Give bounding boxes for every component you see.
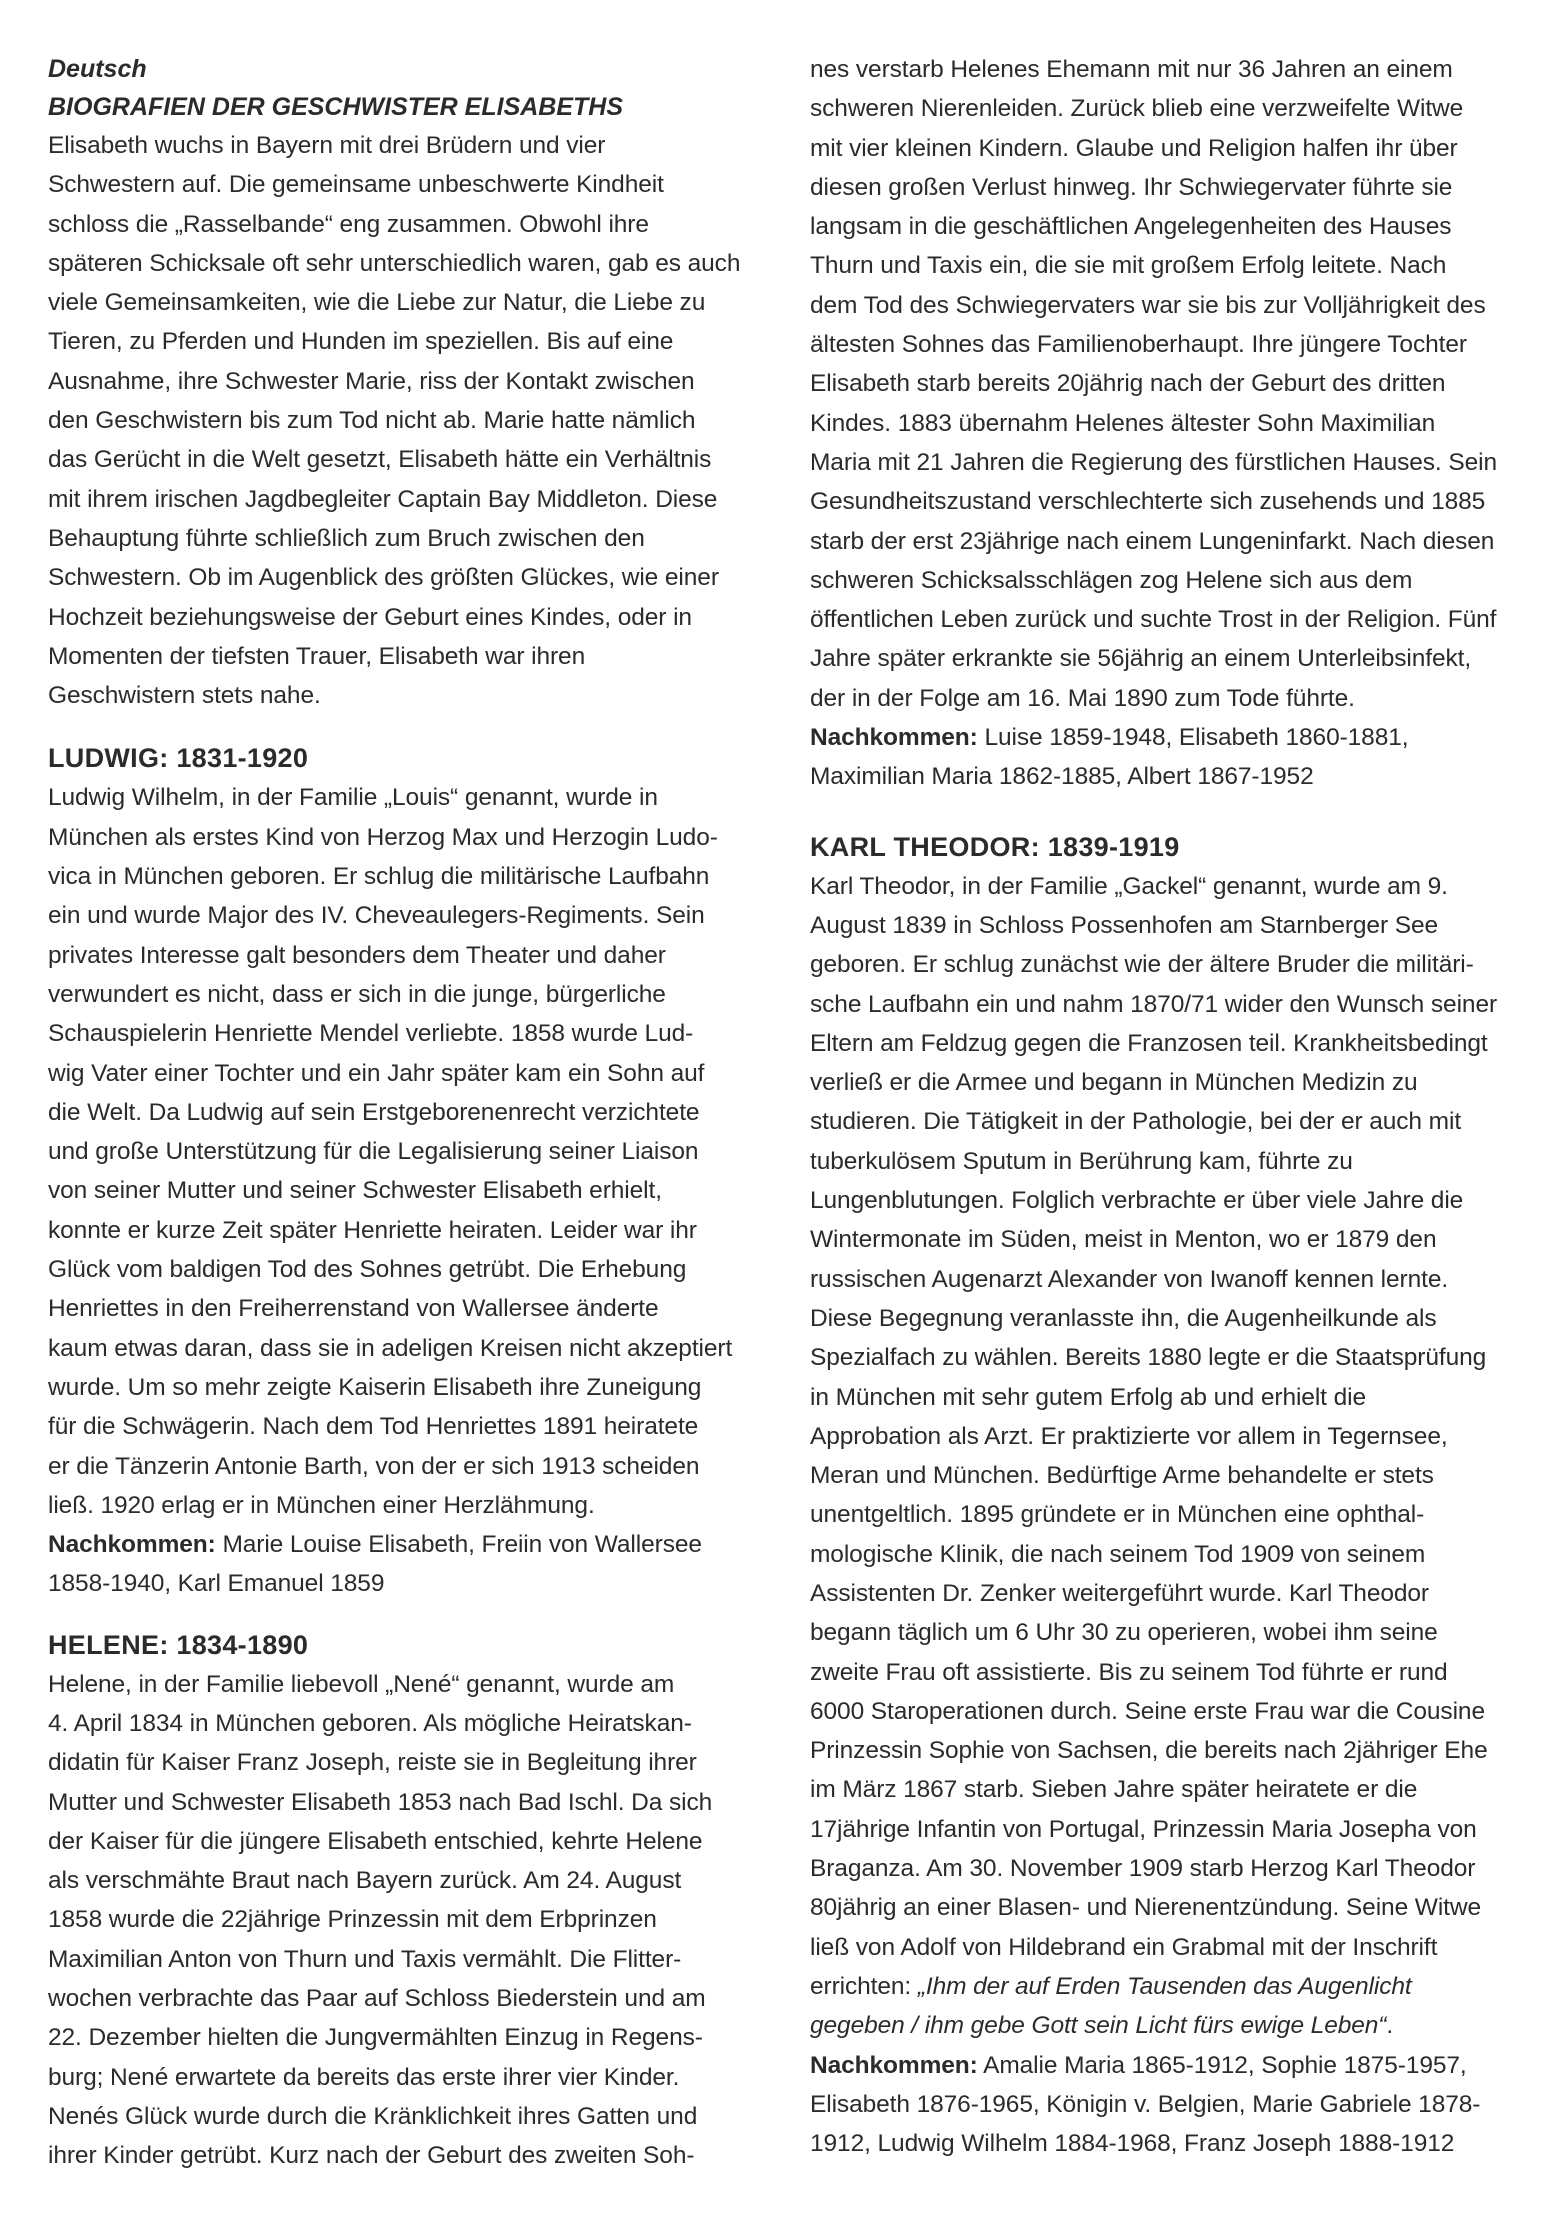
text-line: burg; Nené erwartete da bereits das erste ihrer vier Kinder. bbox=[48, 2063, 680, 2091]
text-line: mit ihrem irischen Jagdbegleiter Captain Bay Middleton. Diese bbox=[48, 485, 718, 513]
text-line: Schwestern auf. Die gemeinsame unbeschwerte Kindheit bbox=[48, 171, 664, 199]
text-line: studieren. Die Tätigkeit in der Pathologie, bei der er auch mit bbox=[810, 1108, 1462, 1136]
section-ludwig bbox=[48, 738, 770, 1603]
text-line: Gesundheitszustand verschlechterte sich zusehends und 1885 bbox=[810, 488, 1486, 516]
text-line: ihrer Kinder getrübt. Kurz nach der Geburt des zweiten Soh- bbox=[48, 2142, 695, 2170]
text-line: Spezialfach zu wählen. Bereits 1880 legte er die Staatsprüfung bbox=[810, 1344, 1487, 1372]
text-line: wurde. Um so mehr zeigte Kaiserin Elisabeth ihre Zuneigung bbox=[48, 1373, 702, 1401]
text-line: 22. Dezember hielten die Jungvermählten Einzug in Regens- bbox=[48, 2024, 703, 2052]
text-line: August 1839 in Schloss Possenhofen am Starnberger See bbox=[810, 911, 1439, 939]
text-line: Elisabeth starb bereits 20jährig nach der Geburt des dritten bbox=[810, 370, 1446, 398]
text-line: ein und wurde Major des IV. Cheveaulegers-Regiments. Sein bbox=[48, 902, 705, 930]
text-line: Geschwistern stets nahe. bbox=[48, 682, 321, 710]
text-line: Prinzessin Sophie von Sachsen, die bereits nach 2jähriger Ehe bbox=[810, 1737, 1488, 1765]
text-line: Maria mit 21 Jahren die Regierung des fürstlichen Hauses. Sein bbox=[810, 448, 1497, 476]
descendants-label: Nachkommen: bbox=[810, 724, 978, 752]
text-line: Braganza. Am 30. November 1909 starb Herzog Karl Theodor bbox=[810, 1855, 1476, 1883]
text-line: für die Schwägerin. Nach dem Tod Henriettes 1891 heiratete bbox=[48, 1413, 699, 1441]
inscription-quote: „Ihm der auf Erden Tausenden das Augenlicht bbox=[917, 1972, 1412, 2000]
text-line: 4. April 1834 in München geboren. Als mögliche Heiratskan- bbox=[48, 1709, 692, 1737]
text-line: den Geschwistern bis zum Tod nicht ab. Marie hatte nämlich bbox=[48, 407, 696, 435]
descendants-line bbox=[810, 718, 1510, 757]
inscription-prefix: errichten: bbox=[810, 1972, 918, 2000]
text-line: russischen Augenarzt Alexander von Iwanoff kennen lernte. bbox=[810, 1265, 1449, 1293]
text-line: kaum etwas daran, dass sie in adeligen Kreisen nicht akzeptiert bbox=[48, 1334, 733, 1362]
text-line: Assistenten Dr. Zenker weitergeführt wurde. Karl Theodor bbox=[810, 1579, 1429, 1607]
descendants-label: Nachkommen: bbox=[48, 1531, 216, 1559]
text-line: wig Vater einer Tochter und ein Jahr später kam ein Sohn auf bbox=[48, 1059, 705, 1087]
text-line: Eltern am Feldzug gegen die Franzosen teil. Krankheitsbedingt bbox=[810, 1029, 1488, 1057]
text-line: zweite Frau oft assistierte. Bis zu seinem Tod führte er rund bbox=[810, 1658, 1448, 1686]
text-line: viele Gemeinsamkeiten, wie die Liebe zur Natur, die Liebe zu bbox=[48, 289, 706, 317]
inscription-line bbox=[810, 1967, 1510, 2006]
text-line: nes verstarb Helenes Ehemann mit nur 36 Jahren an einem bbox=[810, 56, 1453, 83]
text-line: unentgeltlich. 1895 gründete er in München eine ophthal- bbox=[810, 1501, 1425, 1529]
text-line: Glück vom baldigen Tod des Sohnes getrübt. Die Erhebung bbox=[48, 1256, 687, 1284]
text-line: Ausnahme, ihre Schwester Marie, riss der Kontakt zwischen bbox=[48, 367, 695, 395]
text-line: begann täglich um 6 Uhr 30 zu operieren, wobei ihm seine bbox=[810, 1619, 1438, 1647]
text-line: 6000 Staroperationen durch. Seine erste Frau war die Cousine bbox=[810, 1697, 1485, 1725]
text-line: Schwestern. Ob im Augenblick des größten Glückes, wie einer bbox=[48, 564, 719, 592]
text-line: didatin für Kaiser Franz Joseph, reiste sie in Begleitung ihrer bbox=[48, 1749, 697, 1777]
text-line: Lungenblutungen. Folglich verbrachte er über viele Jahre die bbox=[810, 1187, 1464, 1215]
left-column bbox=[48, 50, 770, 2176]
text-line: und große Unterstützung für die Legalisierung seiner Liaison bbox=[48, 1138, 699, 1166]
text-line: schweren Nierenleiden. Zurück blieb eine verzweifelte Witwe bbox=[810, 95, 1464, 123]
descendants-line: Maximilian Maria 1862-1885, Albert 1867-1952 bbox=[810, 763, 1314, 791]
text-line: München als erstes Kind von Herzog Max und Herzogin Ludo- bbox=[48, 823, 718, 851]
text-line: mologische Klinik, die nach seinem Tod 1909 von seinem bbox=[810, 1540, 1426, 1568]
text-line: ließ. 1920 erlag er in München einer Herzlähmung. bbox=[48, 1491, 595, 1519]
text-line: von seiner Mutter und seiner Schwester Elisabeth erhielt, bbox=[48, 1177, 662, 1205]
text-line: im März 1867 starb. Sieben Jahre später heiratete er die bbox=[810, 1776, 1418, 1804]
text-line: das Gerücht in die Welt gesetzt, Elisabeth hätte ein Verhältnis bbox=[48, 446, 712, 474]
descendants-line bbox=[810, 2046, 1510, 2085]
text-line: Thurn und Taxis ein, die sie mit großem Erfolg leitete. Nach bbox=[810, 252, 1447, 280]
text-line: vica in München geboren. Er schlug die militärische Laufbahn bbox=[48, 863, 710, 891]
text-line: Ludwig Wilhelm, in der Familie „Louis“ genannt, wurde in bbox=[48, 784, 658, 812]
text-line: die Welt. Da Ludwig auf sein Erstgeborenenrecht verzichtete bbox=[48, 1098, 700, 1126]
text-line: Schauspielerin Henriette Mendel verliebte. 1858 wurde Lud- bbox=[48, 1020, 694, 1048]
inscription-quote: gegeben / ihm gebe Gott sein Licht fürs ewige Leben“ bbox=[810, 2012, 1387, 2040]
language-label: Deutsch bbox=[48, 55, 147, 83]
text-line: Kindes. 1883 übernahm Helenes ältester Sohn Maximilian bbox=[810, 409, 1436, 437]
text-line: der in der Folge am 16. Mai 1890 zum Tode führte. bbox=[810, 684, 1355, 712]
text-line: Tieren, zu Pferden und Hunden im speziellen. Bis auf eine bbox=[48, 328, 674, 356]
text-line: Wintermonate im Süden, meist in Menton, wo er 1879 den bbox=[810, 1226, 1437, 1254]
intro-paragraph bbox=[48, 126, 770, 715]
text-line: wochen verbrachte das Paar auf Schloss Biederstein und am bbox=[48, 1985, 706, 2013]
section-heading-karl-theodor: KARL THEODOR: 1839-1919 bbox=[810, 831, 1180, 862]
text-line: in München mit sehr gutem Erfolg ab und erhielt die bbox=[810, 1383, 1366, 1411]
text-line: Mutter und Schwester Elisabeth 1853 nach Bad Ischl. Da sich bbox=[48, 1788, 713, 1816]
text-line: Henriettes in den Freiherrenstand von Wallersee änderte bbox=[48, 1295, 659, 1323]
section-helene-continued bbox=[810, 50, 1510, 797]
text-line: verließ er die Armee und begann in München Medizin zu bbox=[810, 1069, 1418, 1097]
descendants-text: Marie Louise Elisabeth, Freiin von Wallersee bbox=[215, 1531, 702, 1559]
text-line: ließ von Adolf von Hildebrand ein Grabmal mit der Inschrift bbox=[810, 1933, 1438, 1961]
text-line: konnte er kurze Zeit später Henriette heiraten. Leider war ihr bbox=[48, 1216, 697, 1244]
descendants-label: Nachkommen: bbox=[810, 2051, 978, 2079]
text-line: Maximilian Anton von Thurn und Taxis vermählt. Die Flitter- bbox=[48, 1945, 682, 1973]
descendants-line: 1858-1940, Karl Emanuel 1859 bbox=[48, 1570, 385, 1598]
inscription-line bbox=[810, 2006, 1510, 2045]
descendants-text: Luise 1859-1948, Elisabeth 1860-1881, bbox=[977, 724, 1409, 752]
text-line: starb der erst 23jährige nach einem Lungeninfarkt. Nach diesen bbox=[810, 527, 1495, 555]
text-line: 1858 wurde die 22jährige Prinzessin mit dem Erbprinzen bbox=[48, 1906, 657, 1934]
section-heading-ludwig: LUDWIG: 1831-1920 bbox=[48, 743, 309, 774]
document-title: BIOGRAFIEN DER GESCHWISTER ELISABETHS bbox=[48, 93, 624, 121]
text-line: Helene, in der Familie liebevoll „Nené“ genannt, wurde am bbox=[48, 1670, 675, 1698]
text-line: Nenés Glück wurde durch die Kränklichkeit ihres Gatten und bbox=[48, 2102, 698, 2130]
text-line: verwundert es nicht, dass er sich in die junge, bürgerliche bbox=[48, 980, 666, 1008]
text-line: tuberkulösem Sputum in Berührung kam, führte zu bbox=[810, 1147, 1353, 1175]
right-column bbox=[810, 50, 1510, 2163]
text-line: als verschmähte Braut nach Bayern zurück. Am 24. August bbox=[48, 1867, 682, 1895]
text-line: Elisabeth wuchs in Bayern mit drei Brüdern und vier bbox=[48, 132, 606, 159]
section-helene bbox=[48, 1625, 770, 2176]
text-line: geboren. Er schlug zunächst wie der ältere Bruder die militäri- bbox=[810, 951, 1474, 979]
section-heading-helene: HELENE: 1834-1890 bbox=[48, 1629, 309, 1660]
text-line: er die Tänzerin Antonie Barth, von der er sich 1913 scheiden bbox=[48, 1452, 700, 1480]
text-line: ältesten Sohnes das Familienoberhaupt. Ihre jüngere Tochter bbox=[810, 331, 1467, 359]
text-line: Jahre später erkrankte sie 56jährig an einem Unterleibsinfekt, bbox=[810, 645, 1472, 673]
text-line: sche Laufbahn ein und nahm 1870/71 wider den Wunsch seiner bbox=[810, 990, 1498, 1018]
text-line: dem Tod des Schwiegervaters war sie bis zur Volljährigkeit des bbox=[810, 291, 1486, 319]
text-line: 80jährig an einer Blasen- und Nierenentzündung. Seine Witwe bbox=[810, 1894, 1481, 1922]
descendants-line: 1912, Ludwig Wilhelm 1884-1968, Franz Joseph 1888-1912 bbox=[810, 2130, 1455, 2158]
text-line: öffentlichen Leben zurück und suchte Trost in der Religion. Fünf bbox=[810, 606, 1497, 634]
text-line: Approbation als Arzt. Er praktizierte vor allem in Tegernsee, bbox=[810, 1422, 1448, 1450]
text-line: 17jährige Infantin von Portugal, Prinzessin Maria Josepha von bbox=[810, 1815, 1477, 1843]
text-line: Hochzeit beziehungsweise der Geburt eines Kindes, oder in bbox=[48, 603, 692, 631]
descendants-text: Amalie Maria 1865-1912, Sophie 1875-1957, bbox=[977, 2051, 1467, 2079]
text-line: diesen großen Verlust hinweg. Ihr Schwiegervater führte sie bbox=[810, 173, 1453, 201]
text-line: schweren Schicksalsschlägen zog Helene sich aus dem bbox=[810, 566, 1413, 594]
text-line: mit vier kleinen Kindern. Glaube und Religion halfen ihr über bbox=[810, 134, 1458, 162]
text-line: Momenten der tiefsten Trauer, Elisabeth war ihren bbox=[48, 642, 586, 670]
text-line: privates Interesse galt besonders dem Theater und daher bbox=[48, 941, 666, 969]
text-line: der Kaiser für die jüngere Elisabeth entschied, kehrte Helene bbox=[48, 1827, 703, 1855]
descendants-line: Elisabeth 1876-1965, Königin v. Belgien, Marie Gabriele 1878- bbox=[810, 2090, 1481, 2118]
text-line: Meran und München. Bedürftige Arme behandelte er stets bbox=[810, 1462, 1434, 1490]
text-line: schloss die „Rasselbande“ eng zusammen. Obwohl ihre bbox=[48, 210, 649, 238]
text-line: späteren Schicksale oft sehr unterschiedlich waren, gab es auch bbox=[48, 249, 741, 277]
text-line: Behauptung führte schließlich zum Bruch zwischen den bbox=[48, 524, 645, 552]
text-line: langsam in die geschäftlichen Angelegenheiten des Hauses bbox=[810, 213, 1452, 241]
inscription-suffix: . bbox=[1386, 2012, 1394, 2040]
descendants-line bbox=[48, 1525, 770, 1564]
text-line: Diese Begegnung veranlasste ihn, die Augenheilkunde als bbox=[810, 1304, 1437, 1332]
section-karl-theodor bbox=[810, 827, 1510, 2164]
text-line: Karl Theodor, in der Familie „Gackel“ genannt, wurde am 9. bbox=[810, 872, 1448, 900]
